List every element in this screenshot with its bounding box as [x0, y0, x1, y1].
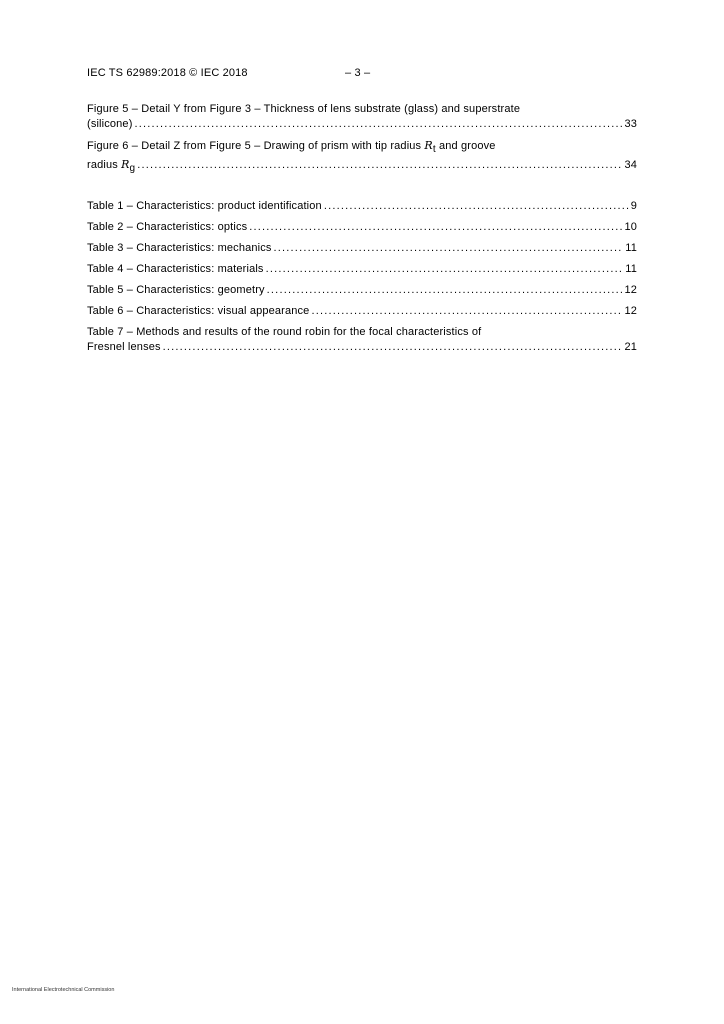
toc-entry-table-3[interactable]: [87, 241, 637, 256]
toc-entry-page: 9: [630, 200, 637, 212]
symbol-subscript: t: [432, 144, 436, 155]
toc-entry-figure-5[interactable]: [87, 102, 637, 132]
document-identifier: IEC TS 62989:2018 © IEC 2018: [87, 67, 248, 79]
toc-entry-title: [87, 138, 496, 157]
toc-entry-page: 11: [625, 242, 637, 254]
toc-entry-page: 12: [624, 305, 637, 317]
dot-leader: [137, 158, 622, 173]
dot-leader: [266, 262, 624, 277]
toc-entry-page: 11: [625, 263, 637, 275]
toc-entry-line: [87, 304, 637, 319]
dot-leader: [311, 304, 622, 319]
toc-entry-page: 33: [624, 118, 637, 130]
toc-entry-line: [87, 241, 637, 256]
toc-entry-line: [87, 283, 637, 298]
toc-entry-line: [87, 262, 637, 277]
toc-entry-title: Table 2 – Characteristics: optics: [87, 221, 248, 233]
toc-entry-line: [87, 199, 637, 214]
symbol-r: R: [424, 139, 433, 152]
toc-entry-page: 34: [624, 159, 637, 171]
title-text: and groove: [435, 140, 496, 152]
toc-entry-title-continued: (silicone): [87, 118, 133, 130]
dot-leader: [249, 220, 622, 235]
symbol-r: R: [121, 158, 130, 171]
toc-entry-title: Table 6 – Characteristics: visual appearance: [87, 305, 310, 317]
toc-entry-table-7[interactable]: [87, 325, 637, 355]
toc-entry-title: Table 7 – Methods and results of the round robin for the focal characteristics of: [87, 326, 482, 338]
dot-leader: [267, 283, 623, 298]
toc-entry-line: [87, 138, 637, 157]
page-header: [87, 67, 637, 83]
title-text: Figure 6 – Detail Z from Figure 5 – Drawing of prism with tip radius: [87, 140, 425, 152]
toc-entry-title: Table 3 – Characteristics: mechanics: [87, 242, 272, 254]
toc-entry-page: 21: [624, 341, 637, 353]
toc-entry-title-continued: [87, 157, 135, 176]
toc-entry-table-2[interactable]: [87, 220, 637, 235]
dot-leader: [163, 340, 623, 355]
page-footer: International Electrotechnical Commission: [12, 987, 115, 993]
toc-entry-line: [87, 325, 637, 340]
toc-entry-line: [87, 117, 637, 132]
toc-entry-figure-6[interactable]: [87, 138, 637, 176]
title-text: radius: [87, 159, 122, 171]
dot-leader: [274, 241, 624, 256]
toc-entry-title: Table 4 – Characteristics: materials: [87, 263, 264, 275]
toc-entry-table-1[interactable]: [87, 199, 637, 214]
toc-entry-line: [87, 157, 637, 176]
toc-entry-page: 12: [624, 284, 637, 296]
toc-entry-title: Figure 5 – Detail Y from Figure 3 – Thickness of lens substrate (glass) and superstrate: [87, 103, 521, 115]
table-of-contents: [87, 102, 637, 355]
dot-leader: [135, 117, 623, 132]
page-number: – 3 –: [345, 67, 371, 79]
toc-entry-title: Table 1 – Characteristics: product identification: [87, 200, 322, 212]
toc-entry-table-6[interactable]: [87, 304, 637, 319]
toc-entry-table-4[interactable]: [87, 262, 637, 277]
toc-entry-title-continued: Fresnel lenses: [87, 341, 161, 353]
dot-leader: [324, 199, 629, 214]
toc-entry-table-5[interactable]: [87, 283, 637, 298]
toc-entry-line: [87, 102, 637, 117]
toc-entry-title: Table 5 – Characteristics: geometry: [87, 284, 265, 296]
toc-entry-line: [87, 340, 637, 355]
toc-entry-line: [87, 220, 637, 235]
symbol-subscript: g: [129, 163, 136, 174]
toc-entry-page: 10: [624, 221, 637, 233]
